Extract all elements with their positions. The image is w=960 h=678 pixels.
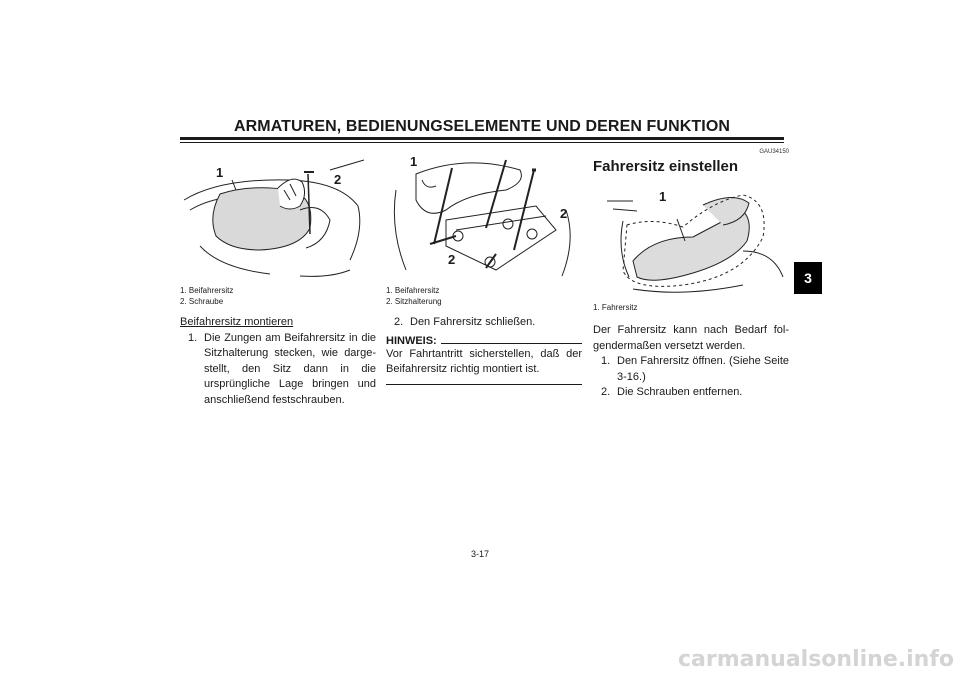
step-text: Den Fahrersitz schließen. (410, 316, 536, 328)
page-number: 3-17 (470, 549, 489, 559)
figure-label-2: 2 (448, 252, 456, 267)
step-number: 2. (601, 386, 611, 398)
seat-bracket-illustration (386, 150, 582, 280)
intro-paragraph: Der Fahrersitz kann nach Bedarf folgendermaßen versetzt werden. (593, 324, 789, 352)
instructions (593, 323, 789, 401)
figure-label-2: 2 (560, 206, 568, 221)
caption-item: 1. Beifahrersitz (386, 286, 440, 295)
step-text: Die Schrauben entfernen. (617, 386, 743, 398)
rider-seat-illustration (593, 181, 789, 297)
chapter-tab: 3 (794, 262, 822, 294)
header-rule-thin (180, 142, 784, 143)
instructions (180, 315, 376, 408)
reference-code: GAU34150 (759, 149, 789, 155)
figure-label-1: 1 (659, 189, 667, 204)
step-text: Die Zungen am Beifahrersitz in die Sitzhalterung stecken, wie dargestellt, den Sitz dann in die ursprüngliche Lage bringen und anschließend festschrauben. (204, 331, 376, 406)
subsection-heading: Beifahrersitz montieren (180, 316, 294, 328)
figure-captions (386, 285, 582, 307)
figure-rider-seat (593, 181, 789, 297)
column-passenger-seat-install (180, 150, 376, 408)
step-number: 1. (601, 355, 611, 367)
note-end-rule (386, 384, 582, 385)
column-seat-bracket (386, 150, 582, 385)
figure-captions (180, 285, 376, 307)
instruction-step (593, 354, 789, 385)
instructions (386, 315, 582, 331)
watermark: carmanualsonline.info (678, 647, 954, 672)
caption-item: 2. Sitzhalterung (386, 297, 442, 306)
caption-item: 1. Beifahrersitz (180, 286, 234, 295)
column-rider-seat-adjust (593, 149, 789, 401)
note-text: Vor Fahrtantritt sicherstellen, daß der Beifahrersitz richtig montiert ist. (386, 347, 582, 375)
step-text: Den Fahrersitz öffnen. (Siehe Seite 3-16.) (617, 355, 789, 383)
caption-item: 2. Schraube (180, 297, 224, 306)
figure-label-1: 1 (216, 165, 224, 180)
instruction-step (593, 385, 789, 401)
instruction-step (386, 315, 582, 331)
note-label: HINWEIS: (386, 334, 437, 347)
step-number: 2. (394, 316, 404, 328)
note-rule (441, 342, 582, 344)
figure-label-1: 1 (410, 154, 418, 169)
caption-item: 1. Fahrersitz (593, 303, 638, 312)
page-header-title: ARMATUREN, BEDIENUNGSELEMENTE UND DEREN FUNKTION (233, 118, 731, 135)
figure-label-2: 2 (334, 172, 342, 187)
instruction-step (180, 331, 376, 409)
figure-captions (593, 302, 789, 313)
note-header (386, 335, 582, 347)
passenger-seat-illustration (180, 150, 376, 280)
figure-seat-bracket (386, 150, 582, 280)
figure-passenger-seat-screw (180, 150, 376, 280)
section-title: Fahrersitz einstellen (593, 158, 739, 175)
header-rule-thick (180, 137, 784, 140)
step-number: 1. (188, 331, 198, 344)
